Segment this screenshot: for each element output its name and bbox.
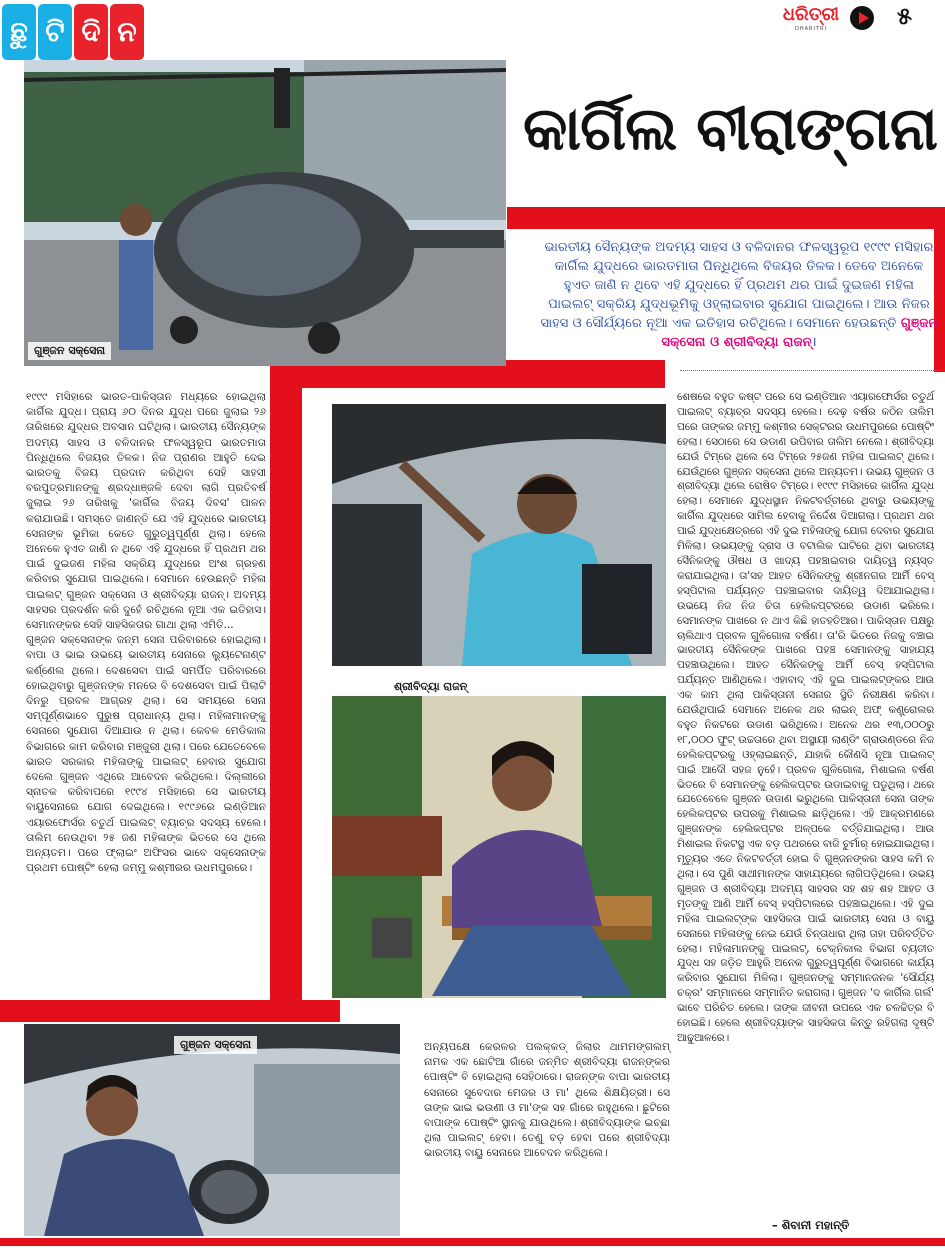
red-bar-top [507, 207, 945, 229]
byline: – ଶିବାନୀ ମହାନ୍ତି [772, 1218, 850, 1232]
headline: କାର୍ଗିଲ ବୀରାଙ୍ଗନା [523, 94, 937, 164]
deck-divider [680, 370, 938, 371]
cockpit-photo-sreevidya [332, 404, 666, 666]
brand-subtitle: DHARITRI [795, 26, 827, 32]
deck-text [540, 238, 938, 352]
red-bar-center-left [270, 360, 302, 1020]
brand-logo [776, 4, 846, 36]
play-icon [850, 6, 874, 30]
right-column: ଶେଷରେ ବହୁତ କଷ୍ଟ ପରେ ସେ ଇଣ୍ଡିଆନ ଏୟାରଫୋର୍ସର ଚତୁର୍ଥ ପାଇଲଟ୍ ବ୍ୟାଚ୍‌ର ସଦସ୍ୟ ହେଲେ। ଦେଢ଼ ବର୍ଷର କଠିନ ତାଲିମ ପରେ ତାଙ୍କର ଜମ୍ମୁ କଶ୍ମୀର ସେକ୍ଟରର ଉଧମପୁରରେ ପୋଷ୍ଟିଂ ହେଲା। ସେଠାରେ ସେ ଉଡାଣ ଉପିବାର ତାଲିମ ନେଲେ। ଶ୍ରୀବିଦ୍ୟା ଯେଉଁ ଟିମ୍‌ରେ ଥିଲେ ସେ ଟିମ୍‌ରେ ୨୫ଜଣ ମହିଳା ପାଇଲଟ୍ ଥିଲେ। ଯେଉଁଥିରେ ଗୁଞ୍ଜନ ସକ୍ସେନା ଥିଲେ ଅନ୍ୟତମ। ଉଭୟ ଗୁଞ୍ଜନ ଓ ଶ୍ରୀବିଦ୍ୟା ଥିଲେ ରୋଷିବ ଟିମ୍‌ରେ। ୧୯୯୯ ମସିହାରେ କାର୍ଗିଲ ଯୁଦ୍ଧ ହେଲା। ସେମାନେ ଯୁଦ୍ଧସ୍ଥାନ ନିକଟବର୍ତ୍ତୀରେ ଥିବାରୁ ଉଭୟଙ୍କୁ କାର୍ଗିଲ ଯୁଦ୍ଧରେ ସାମିଲ ହେବାକୁ ନିର୍ଦ୍ଦେଶ ଦିଆଗଲା। ପ୍ରଥମ ଥର ପାଇଁ ଯୁଦ୍ଧକ୍ଷେତ୍ରରେ ଏହି ଦୁଇ ମହିଳାଙ୍କୁ ଯୋଗ ଦେବାର ସୁଯୋଗ ମିଳିଲା। ଉଭୟଙ୍କୁ ଦ୍ରାସ ଓ ବଟାଲିକ ଘାଟିରେ ଥିବା ଭାରତୀୟ ସୈନିକଙ୍କୁ ଔଷଧ ଓ ଖାଦ୍ୟ ପହଞ୍ଚାଇବାର ଦାୟିତ୍ୱ ନ୍ୟସ୍ତ କରାଯାଇଥିଲା। ତା'ସହ ଆହତ ସୈନିକଙ୍କୁ ଶ୍ରୀନଗର ଆର୍ମି ବେସ୍ ହସ୍ପିଟାଲ ପର୍ଯ୍ୟନ୍ତ ପହଞ୍ଚାଇବାର ଦାୟିତ୍ୱ ଦିଆଯାଇଥିଲା। ଉଭୟେ ନିଜ ନିଜ ଚିତା ହେଲିକପ୍ଟରରେ ଉଡାଣ ଭରିଲେ। ସେମାନଙ୍କ ପାଖରେ ନ ଥାଏ କିଛି ହାତହତିଆର। ପାକିସ୍ତାନ ପକ୍ଷରୁ ଚାଲିଥାଏ ପ୍ରବଳ ଗୁଳିଗୋଳା ବର୍ଷଣ। ତା'ରି ଭିତରେ ନିଜକୁ ବଞ୍ଚାଇ ଭାରତୀୟ ସୈନିକଙ୍କ ପାଖରେ ପହଞ୍ଚ ସେମାନଙ୍କୁ ସାହାଯ୍ୟ ପହଞ୍ଚାଉଥିଲେ। ଆହତ ସୈନିକଙ୍କୁ ଆର୍ମି ବେସ୍ ହସ୍ପିଟାଲ ପର୍ଯ୍ୟନ୍ତ ଆଣିଥିଲେ। ଏହାବାଦ୍ ଏହି ଦୁଇ ପାଇଲଟ୍‌ଙ୍କର ଆଉ ଏକ କାମ ଥିଲା ପାକିସ୍ତାନୀ ସେନାର ସ୍ଥିତି ନିରୀକ୍ଷଣ କରିବା। ଯେଉଁଥିପାଇଁ ସେମାନେ ଅନେକ ଥର ଲାଇନ୍ ଅଫ୍ କଣ୍ଟ୍ରୋଲର ବହୁତ ନିକଟରେ ଉଡାଣ ଭରିଥିଲେ। ଅନେକ ଥର ୧୩,୦୦୦ରୁ ୧୮,୦୦୦ ଫୁଟ୍ ଉଚ୍ଚତାରେ ଥିବା ଅସ୍ଥାୟୀ ଲାଣ୍ଡିଂ ଗ୍ରାଉଣ୍ଡରେ ନିଜ ହେଲିକପ୍ଟରକୁ ଓହ୍ଲାଇଛନ୍ତି, ଯାହାକି କୌଣସି ନୂଆ ପାଇଲଟ୍ ପାଇଁ ଆଦୌ ସହଜ ନୁହେଁ। ପ୍ରବଳ ଗୁଳିଗୋଳା, ମିଶାଇଲ ବର୍ଷଣ ଭିତରେ ବି ସେମାନଙ୍କୁ ହେଲିକପ୍ଟର ଉଡାଇବାକୁ ପଡୁଥିଲା। ଥରେ ଯେତେବେଳେ ଗୁଞ୍ଜନ ଉଡାଣ ଭରୁଥିଲେ ପାକିସ୍ତାନୀ ସେନା ତାଙ୍କ ହେଲିକପ୍ଟର ଉପରକୁ ମିଶାଇଲ ଛାଡ଼ିଥିଲେ। ଏହି ଆକ୍ରମଣରେ ଗୁଞ୍ଜନଙ୍କ ହେଲିକପ୍ଟର ଅଳ୍ପକେ ବର୍ତ୍ତିଯାଇଥିଲା। ଆଉ ମିଶାଇଲ ନିକଟସ୍ଥ ଏକ ବଡ଼ ପଥରରେ ବାଜି ଚୁର୍ମାର୍ ହୋଇଯାଇଥିଲା। ମୃତ୍ୟୁର ଏତେ ନିକଟବର୍ତ୍ତୀ ହୋଇ ବି ଗୁଞ୍ଜନଙ୍କର ସାହସ କମି ନ ଥିଲା। ସେ ପୁଣି ସାଥୀମାନଙ୍କ ସାହାଯ୍ୟରେ ଲାଗିପଡ଼ିଥିଲେ। ଉଭୟ ଗୁଞ୍ଜନ ଓ ଶ୍ରୀବିଦ୍ୟା ଅଦମ୍ୟ ସାହସର ସହ ଶହ ଶହ ଆହତ ଓ ମୃତଙ୍କୁ ଆଣି ଆର୍ମି ବେସ୍ ହସ୍ପିଟାଲରେ ପହଞ୍ଚାଇଥିଲେ। ଏହି ଦୁଇ ମହିଳା ପାଇଲଟ୍‌ଙ୍କ ସାହସିକତା ପାଇଁ ଭାରତୀୟ ସେନା ଓ ବାୟୁ ସେନାରେ ମହିଳାଙ୍କୁ ନେଇ ଯେଉଁ ଚିନ୍ତାଧାରା ଥିଲା ତାହା ପରିବର୍ତ୍ତିତ ହେଲା। ମହିଳାମାନଙ୍କୁ ପାଇଲଟ୍, ଟେକ୍ନିକାଲ ବିଭାଗ ବ୍ୟତୀତ ଯୁଦ୍ଧ ସହ ଜଡ଼ିତ ଆହୁରି ଅନେକ ଗୁରୁତ୍ୱପୂର୍ଣ୍ଣ ବିଭାଗରେ କାର୍ଯ୍ୟ କରିବାର ସୁଯୋଗ ମିଳିଲା। ଗୁଞ୍ଜନଙ୍କୁ ସମ୍ମାନଜନକ 'ସୌର୍ଯ୍ୟ ଚକ୍ର' ସମ୍ମାନରେ ସମ୍ମାନିତ କରାଗଲା। ଗୁଞ୍ଜନ 'ଦ କାର୍ଗିଲ ଗର୍ଲ' ଭାବେ ପରିଚିତ ହେଲେ। ତାଙ୍କ ଜୀବନୀ ଉପରେ ଏକ ଚଳଚ୍ଚିତ୍ର ବି ହୋଇଛି। ହେଲେ ଶ୍ରୀବିଦ୍ୟାଙ୍କ ସାହସିକତା କିନ୍ତୁ ରହିଗଲା ଦୃଷ୍ଟି ଆଢୁଆଳରେ। [677, 391, 934, 1044]
photo-caption-gunjan-2: ଗୁଞ୍ଜନ ସକ୍ସେନା [174, 1036, 257, 1054]
photo-caption-gunjan: ଗୁଞ୍ଜନ ସକ୍ସେନା [28, 342, 111, 360]
section-tile-2: ଟି [38, 4, 72, 60]
bottom-middle-column: ଅନ୍ୟପକ୍ଷେ କେରଳର ପଲକ୍କଡ୍ ଜିଲାର ଥାମମଙ୍ଗଲମ୍ ନାମକ ଏକ ଛୋଟିଆ ଗାଁରେ ଜନ୍ମିତ ଶ୍ରୀବିଦ୍ୟା ରାଜନ୍‌ଙ୍କର ପୋଷ୍ଟିଂ ବି ହୋଇଥିଲା ସେହିଠାରେ। ରାଜନ୍‌ଙ୍କ ବାପା ଭାରତୀୟ ସେନାରେ ସୁବେଦାର ମେଜର ଓ ମା' ଥିଲେ ଶିକ୍ଷୟିତ୍ରୀ। ସେ ତାଙ୍କ ଭାଇ ଭଉଣୀ ଓ ମା'ଙ୍କ ସହ ଗାଁରେ ରହୁଥିଲେ। ଛୁଟିରେ ବାପାଙ୍କ ପୋଷ୍ଟିଂ ସ୍ଥାନକୁ ଯାଉଥିଲେ। ଶ୍ରୀବିଦ୍ୟାଙ୍କ ଇଚ୍ଛା ଥିଲା ପାଇଲଟ୍ ହେବା। ତେଣୁ ବଡ଼ ହେବା ପରେ ଶ୍ରୀବିଦ୍ୟା ଭାରତୀୟ ବାୟୁ ସେନାରେ ଆବେଦନ କରିଥିଲେ। [424, 1041, 670, 1160]
section-tile-1: ଛୁ [2, 4, 36, 60]
section-tile-3: ଦି [74, 4, 108, 60]
bench-photo-sreevidya [332, 696, 666, 998]
brand-name: ଧରିତ୍ରୀ [782, 4, 840, 25]
cockpit-photo-gunjan [24, 1024, 400, 1236]
section-tile-4: ନ [110, 4, 144, 60]
deck-end: । [811, 335, 817, 350]
helicopter-photo [24, 60, 506, 366]
page-number: ୫ [897, 2, 912, 30]
deck-names: ଗୁଞ୍ଜନ ସକ୍ସେନା ଓ ଶ୍ରୀବିଦ୍ୟା ରାଜନ୍ [661, 316, 938, 350]
left-paragraph-2: ଗୁଞ୍ଜନ ସକ୍ସେନାଙ୍କ ଜନ୍ମ ସେନା ପରିବାରରେ ହୋଇଥିଲା। ବାପା ଓ ଭାଇ ଉଭୟେ ଭାରତୀୟ ସେନାରେ ଲ୍ୟୁଟେନାଣ୍ଟ କର୍ଣ୍ଣେଲ ଥିଲେ। ଦେଶସେବା ପାଇଁ ସମର୍ପିତ ପରିବାରରେ ହୋଇଥିବାରୁ ଗୁଞ୍ଜନଙ୍କ ମନରେ ବି ଦେଶସେବା ପାଇଁ ପିଲାଟି ଦିନରୁ ପ୍ରବଳ ଆଗ୍ରହ ଥିଲା। ସେ ସମୟରେ ସେନା ସମ୍ପୂର୍ଣ୍ଣଭାବେ ପୁରୁଷ ପ୍ରାଧାନ୍ୟ ଥିଲା। ମହିଳାମାନଙ୍କୁ ସେନାରେ ସୁଯୋଗ ଦିଆଯାଉ ନ ଥିଲା। କେବଳ ମେଡିକାଲ ବିଭାଗରେ କାମ କରିବାର ମଞ୍ଜୁରୀ ଥିଲା। ପରେ ଯେତେବେଳେ ଭାରତ ସରକାର ମହିଳାଙ୍କୁ ପାଇଲଟ୍ ହେବାର ସୁଯୋଗ ଦେଲେ ଗୁଞ୍ଜନ ଏଥିରେ ଆବେଦନ କରିଥିଲେ। ଦିଲ୍ଲୀରେ ସ୍ନାତକ କରିବାପରେ ୧୯୯୪ ମସିହାରେ ସେ ଭାରତୀୟ ବାୟୁସେନାରେ ଯୋଗ ଦେଇଥିଲେ। ୧୯୯୬ରେ ଇଣ୍ଡିଆନ ଏୟାରଫୋର୍ସର ଚତୁର୍ଥ ପାଇଲଟ୍ ବ୍ୟାଚ୍‌ର ସଦସ୍ୟ ହେଲେ। ତାଲିମ ନେଉଥିବା ୨୫ ଜଣ ମହିଳାଙ୍କ ଭିତରେ ସେ ଥିଲେ ଅନ୍ୟତମ। ପରେ ଫ୍ଲାଇଂ ଅଫିସର ଭାବେ ସକ୍ସେନାଙ୍କ ପ୍ରଥମ ପୋଷ୍ଟିଂ ହେଲା ଜମ୍ମୁ କଶ୍ମୀରର ଉଧମପୁରରେ। [26, 634, 266, 875]
red-bar-lower [0, 1000, 340, 1022]
left-paragraph-1: ୧୯୯୯ ମସିହାରେ ଭାରତ-ପାକିସ୍ତାନ ମଧ୍ୟରେ ହୋଇଥିଲା କାର୍ଗିଲ ଯୁଦ୍ଧ। ପ୍ରାୟ ୬୦ ଦିନର ଯୁଦ୍ଧ ପରେ ଜୁଲାଇ ୨୬ ତାରିଖରେ ଯୁଦ୍ଧର ଅବସାନ ଘଟିଥିଲା। ଭାରତୀୟ ସୈନ୍ୟଙ୍କ ଅଦମ୍ୟ ସାହସ ଓ ବଳିଦାନର ଫଳସ୍ୱରୂପ ଭାରତମାତା ପିନ୍ଧିଥିଲେ ବିଜୟର ତିଳକ। ନିଜ ପ୍ରାଣର ଆହୁତି ଦେଇ ଭାରତକୁ ବିଜୟ ପ୍ରଦାନ କରିଥିବା ସେହି ସାହସୀ ବରପୁତ୍ରମାନଙ୍କୁ ଶ୍ରଦ୍ଧାଞ୍ଜଳି ଦେବା ଲାଗି ପ୍ରତିବର୍ଷ ଜୁଲାଇ ୨୬ ତାରିଖକୁ 'କାର୍ଗିଲ ବିଜୟ ଦିବସ' ପାଳନ କରାଯାଉଛି। ସମସ୍ତେ ଜାଣନ୍ତି ଯେ ଏହି ଯୁଦ୍ଧରେ ଭାରତୀୟ ସେନାଙ୍କ ଭୂମିକା କେତେ ଗୁରୁତ୍ୱପୂର୍ଣ୍ଣ ଥିଲା। ହେଲେ ଅନେକେ ହୁଏତ ଜାଣି ନ ଥିବେ ଏହି ଯୁଦ୍ଧରେ ହିଁ ପ୍ରଥମ ଥର ପାଇଁ ଦୁଇଜଣ ମହିଳା ସକ୍ରିୟ ଯୁଦ୍ଧରେ ଅଂଶ ଗ୍ରହଣ କରିବାର ସୁଯୋଗ ପାଇଥିଲେ। ସେମାନେ ହେଉଛନ୍ତି ମହିଳା ପାଇଲଟ୍ ଗୁଞ୍ଜନ ସକ୍ସେନା ଓ ଶ୍ରୀବିଦ୍ୟା ରାଜନ୍। ଅଦମ୍ୟ ସାହସର ପ୍ରଦର୍ଶନ କରି ଦୁହେଁ ରଚିଥିଲେ ନୂଆ ଏକ ଇତିହାସ। ସେମାନଙ୍କର ସେହି ସାହସିକତାର ଗାଥା ଥିଲା ଏମିତି... [26, 391, 266, 632]
red-bar-bottom [0, 1238, 945, 1246]
left-column [26, 390, 266, 877]
photo-caption-sreevidya: ଶ୍ରୀବିଦ୍ୟା ରାଜନ୍ [388, 678, 473, 696]
deck-body: ଭାରତୀୟ ସୈନ୍ୟଙ୍କ ଅଦମ୍ୟ ସାହସ ଓ ବଳିଦାନର ଫଳସ୍ୱରୂପ ୧୯୯୯ ମସିହାର କାର୍ଗିଲ ଯୁଦ୍ଧରେ ଭାରତମାତା ପିନ୍ଧିଥିଲେ ବିଜୟର ତିଳକ। ତେବେ ଅନେକେ ହୁଏତ ଜାଣି ନ ଥିବେ ଏହି ଯୁଦ୍ଧରେ ହିଁ ପ୍ରଥମ ଥର ପାଇଁ ଦୁଇଜଣ ମହିଳା ପାଇଲଟ୍ ସକ୍ରିୟ ଯୁଦ୍ଧଭୂମିକୁ ଓହ୍ଲାଇବାର ସୁଯୋଗ ପାଇଥିଲେ। ଆଉ ନିଜର ସାହସ ଓ ସୌର୍ଯ୍ୟରେ ନୂଆ ଏକ ଇତିହାସ ରଚିଥିଲେ। ସେମାନେ ହେଉଛନ୍ତି [540, 240, 934, 331]
